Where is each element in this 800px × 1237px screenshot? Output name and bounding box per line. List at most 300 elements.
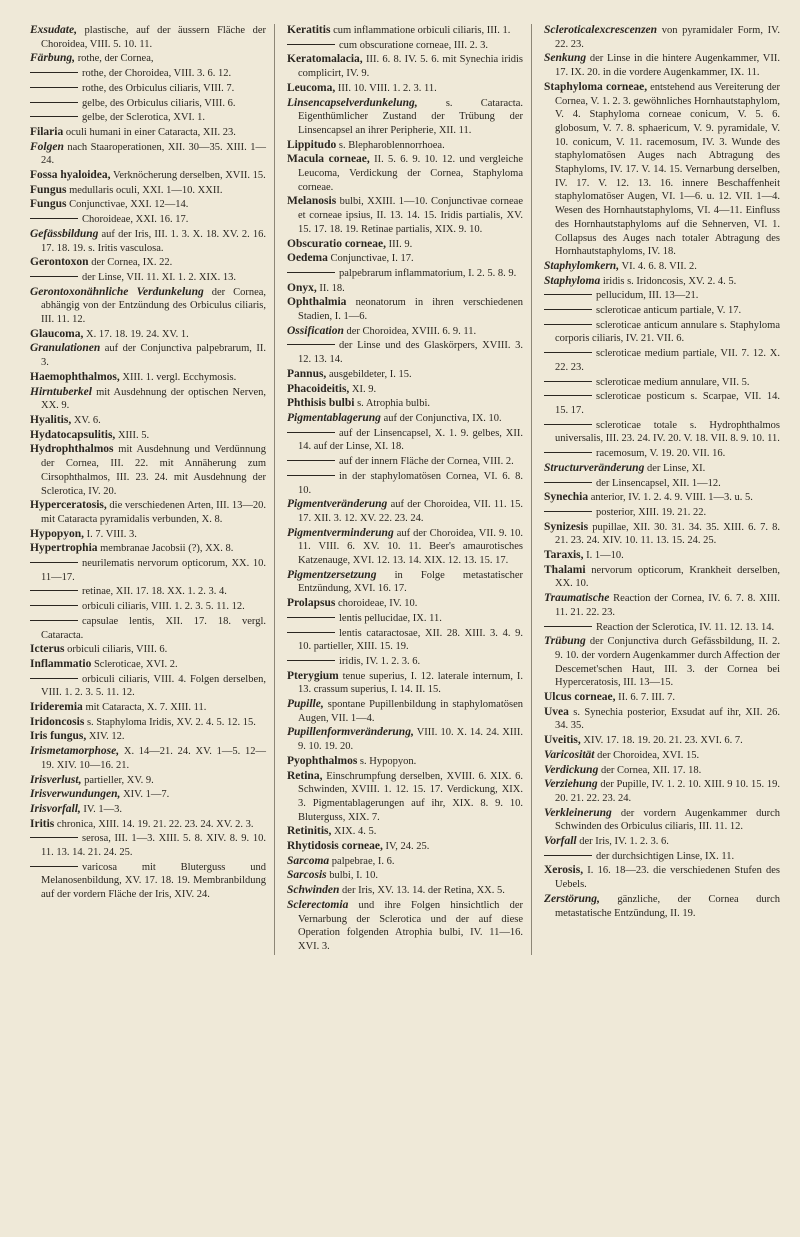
entry-text: spontane Pupillenbildung in staphylomatösen Augen, VII. 1—4. [298,699,524,724]
entry-text: entstehend aus Vereiterung der Cornea, V. 1. 2. 3. gewöhnliches Hornhautstaphylom, V. 4. Staphyloma corneae conicum, V. 5. 6. globosum, V. 7. 8. sphaericum, V. 9. pyramidale, V. 10. conicum, V. 11. racemosum, IV. 3. Wunde des staphylomatösen Auges nach Abtragung des Staphyloms, IV. 17. V. 14. 15. Vernarbung derselben, IV. 17. V. 12. 13. 16. innere Beschaffenheit staphylomatöser Augen, VI. 1—6. u. 12. VII. 1—4. Wesen des Hornhautstaphyloms, VI. 4—11. Einfluss des Hornhautstaphyloms auf die Sehnerven, VI. 1. Collapsus des Auges nach totaler Abtragung des Hornhautstaphyloms, IV. 18. [555,81,781,258]
index-entry [544,447,780,461]
entry-headword: Irideremia [30,701,83,714]
entry-text: der Conjunctiva durch Gefässbildung, II. 2. 9. 10. der vordern Augenkammer durch Affection der Descemet'schen Haut, III. 3. der Cornea bei Hyperceratosis, III. 13—15. [555,636,780,689]
entry-headword: Folgen [30,140,64,153]
index-entry [544,706,780,733]
entry-headword: Verkleinerung [544,806,612,819]
entry-headword: Lippitudo [287,138,337,151]
entry-headword: Färbung, [30,52,76,65]
index-entry [287,612,523,626]
index-entry [30,111,266,125]
index-entry [287,825,523,839]
entry-headword: Oedema [287,252,328,265]
entry-headword: Glaucoma, [30,327,84,340]
index-entry [30,141,266,168]
entry-text: partieller, XV. 9. [84,774,154,786]
entry-text: XI. 9. [351,383,377,395]
entry-headword: Onyx, [287,281,317,294]
index-entry [544,549,780,563]
repeat-dash [287,632,335,633]
entry-text: membranae Jacobsii (?), XX. 8. [100,543,234,555]
entry-headword: Hydatocapsulitis, [30,428,116,441]
repeat-dash [287,44,335,45]
entry-text: Scleroticae, XVI. 2. [93,658,178,670]
repeat-dash [544,452,592,453]
entry-text: neurilematis nervorum opticorum, XX. 10. 11—17. [41,558,266,583]
entry-headword: Verdickung [544,763,599,776]
entry-headword: Retinitis, [287,825,332,838]
entry-headword: Pigmentablagerung [287,411,381,424]
entry-headword: Sarcoma [287,854,330,867]
index-entry [30,745,266,772]
entry-text: mit Cataracta, X. 7. XIII. 11. [85,702,207,714]
entry-text: Conjunctivae, I. 17. [330,253,414,265]
index-entry [287,267,523,281]
entry-text: medullaris oculi, XXI. 1—10. XXII. [69,184,223,196]
entry-headword: Staphyloma corneae, [544,80,648,93]
index-entry [287,296,523,323]
index-entry [30,673,266,700]
entry-text: nach Staaroperationen, XII. 30—35. XIII. 1—24. [41,141,267,167]
entry-text: auf der Iris, III. 1. 3. X. 18. XV. 2. 16. 17. 18. 19. s. Iritis vasculosa. [41,228,266,254]
entry-text: VIII. 10. X. 14. 24. XIII. 9. 10. 19. 20. [298,727,523,753]
entry-headword: Synizesis [544,520,589,533]
entry-headword: Fossa hyaloidea, [30,169,111,182]
entry-text: auf der Choroidea, VII. 11. 15. 17. XII. 3. 12. XV. 22. 23. 24. [298,499,523,524]
entry-text: s. Synechia posterior, Exsudat auf ihr, XII. 26. 34. 35. [555,706,780,732]
entry-text: iridis s. Iridoncosis, XV. 2. 4. 5. [602,275,737,287]
index-columns [30,24,780,955]
index-entry [287,368,523,382]
index-entry [30,414,266,428]
repeat-dash [544,381,592,382]
repeat-dash [30,605,78,606]
index-entry [544,691,780,705]
index-entry [287,840,523,854]
entry-text: der vordern Augenkammer durch Schwinden des Orbiculus ciliaris, III. 11. 12. [555,807,780,833]
index-entry [287,770,523,825]
repeat-dash [30,620,78,621]
index-entry [30,328,266,342]
entry-headword: Schwinden [287,884,340,897]
entry-headword: Melanosis [287,195,337,208]
repeat-dash [544,482,592,483]
index-entry [30,371,266,385]
entry-text: der Cornea, abhängig von der Entzündung des Orbiculus ciliaris, III. 11. 12. [41,286,267,326]
index-entry [287,383,523,397]
entry-text: der Choroidea, XVI. 15. [597,749,700,761]
entry-headword: Gerontoxonähnliche Verdunkelung [30,285,204,298]
repeat-dash [30,116,78,117]
entry-headword: Hypopyon, [30,527,85,540]
entry-text: cum obscuratione corneae, III. 2. 3. [339,39,488,51]
entry-text: Conjunctivae, XXI. 12—14. [69,199,189,211]
entry-text: II. 6. 7. III. 7. [618,692,676,704]
index-entry [287,397,523,411]
entry-text: nervorum opticorum, Krankheit derselben, XX. 10. [555,564,780,590]
entry-text: I. 16. 18—23. die verschiedenen Stufen des Uebels. [555,865,780,891]
repeat-dash [287,660,335,661]
repeat-dash [544,294,592,295]
entry-text: in der staphylomatösen Cornea, VI. 6. 8. 10. [298,470,523,496]
entry-text: XIV. 17. 18. 19. 20. 21. 23. XVI. 6. 7. [583,735,743,747]
index-column-1 [30,24,275,955]
entry-text: s. Hypopyon. [359,755,417,767]
index-entry [30,643,266,657]
index-entry [287,755,523,769]
entry-text: pellucidum, III. 13—21. [596,290,699,302]
index-entry [30,443,266,498]
index-entry [30,585,266,599]
repeat-dash [30,276,78,277]
index-entry [30,600,266,614]
index-entry [544,260,780,274]
index-entry [30,774,266,788]
index-entry [30,615,266,642]
entry-text: lentis cataractosae, XII. 28. XIII. 3. 4. 9. 10. partieller, XIII. 15. 19. [298,627,523,653]
entry-headword: Traumatische [544,592,610,605]
entry-text: XIV. 1—7. [123,789,170,801]
index-entry [30,198,266,212]
entry-text: choroideae, IV. 10. [337,598,418,610]
index-entry [544,419,780,446]
entry-text: die verschiedenen Arten, III. 13—20. mit Cataracta pyramidalis verbunden, X. 8. [41,500,267,525]
entry-text: der Iris, IV. 1. 2. 3. 6. [579,836,669,848]
entry-headword: Prolapsus [287,597,336,610]
entry-headword: Hypertrophia [30,542,98,555]
index-entry [287,884,523,898]
entry-headword: Phthisis bulbi [287,397,355,410]
entry-headword: Xerosis, [544,864,584,877]
entry-text: retinae, XII. 17. 18. XX. 1. 2. 3. 4. [82,586,227,598]
entry-headword: Verziehung [544,778,598,791]
index-entry [544,835,780,849]
index-entry [287,39,523,53]
entry-headword: Pigmentveränderung [287,498,388,511]
entry-headword: Sclerectomia [287,898,349,911]
entry-text: III. 10. VIII. 1. 2. 3. 11. [337,82,437,94]
entry-text: cum inflammatione orbiculi ciliaris, III. 1. [333,25,511,36]
index-entry [544,347,780,374]
entry-text: s. Staphyloma Iridis, XV. 2. 4. 5. 12. 15. [86,716,256,728]
entry-headword: Keratomalacia, [287,53,363,66]
entry-text: der Linsencapsel, XII. 1—12. [596,477,721,489]
entry-text: s. Blepharoblennorrhoea. [338,139,445,151]
index-entry [30,271,266,285]
index-entry [544,564,780,591]
index-entry [30,126,266,140]
repeat-dash [544,309,592,310]
index-entry [30,658,266,672]
repeat-dash [30,72,78,73]
entry-text: s. Atrophia bulbi. [357,398,430,410]
index-entry [544,506,780,520]
index-entry [287,153,523,194]
entry-text: der Pupille, IV. 1. 2. 10. XIII. 9 10. 15. 19. 20. 21. 22. 23. 24. [555,779,780,804]
entry-text: der Cornea, IX. 22. [91,257,173,269]
entry-headword: Fungus [30,198,67,211]
index-entry [544,621,780,635]
index-entry [544,275,780,289]
entry-text: und ihre Folgen hinsichtlich der Vernarbung der Sclerotica und der auf diese Operation folgenden Atrophia bulbi, IV. 11—16. XVI. 3. [298,899,523,952]
entry-text: gänzliche, der Cornea durch metastatische Entzündung, II. 19. [555,893,780,919]
repeat-dash [30,678,78,679]
entry-headword: Trübung [544,635,586,648]
entry-headword: Pigmentzersetzung [287,568,377,581]
entry-text: posterior, XIII. 19. 21. 22. [596,506,707,518]
index-entry [287,455,523,469]
index-entry [287,325,523,339]
index-entry [544,24,780,51]
entry-text: pupillae, XII. 30. 31. 34. 35. XIII. 6. 7. 8. 21. 23. 24. XIV. 10. 11. 13. 15. 24. 25. [555,521,781,547]
entry-headword: Obscuratio corneae, [287,237,387,250]
index-entry [30,286,266,327]
entry-text: XIX. 4. 5. [334,826,377,838]
index-entry [544,376,780,390]
entry-headword: Haemophthalmos, [30,370,120,383]
repeat-dash [30,218,78,219]
entry-text: VI. 4. 6. 8. VII. 2. [621,260,697,272]
entry-text: XIII. 5. [117,429,150,441]
entry-headword: Uvea [544,705,569,718]
index-entry [30,861,266,902]
repeat-dash [544,324,592,325]
index-entry [30,82,266,96]
index-entry [287,527,523,568]
entry-text: capsulae lentis, XII. 17. 18. vergl. Cataracta. [41,615,266,641]
entry-headword: Irisverwundungen, [30,788,121,801]
index-entry [544,850,780,864]
index-entry [544,289,780,303]
index-entry [544,734,780,748]
entry-text: chronica, XIII. 14. 19. 21. 22. 23. 24. XV. 2. 3. [56,818,254,830]
entry-text: Verknöcherung derselben, XVII. 15. [112,170,266,182]
index-entry [30,342,266,369]
index-entry [287,139,523,153]
index-entry [287,82,523,96]
entry-text: rothe, der Choroidea, VIII. 3. 6. 12. [82,68,232,80]
entry-text: racemosum, V. 19. 20. VII. 16. [596,448,726,460]
index-entry [30,818,266,832]
entry-headword: Ulcus corneae, [544,691,616,704]
index-entry [287,670,523,697]
index-entry [287,498,523,525]
repeat-dash [287,475,335,476]
entry-headword: Synechia [544,491,589,504]
entry-text: der Choroidea, XVIII. 6. 9. 11. [346,325,477,337]
entry-text: II. 18. [319,282,345,294]
entry-text: der Cornea, XII. 17. 18. [600,764,702,776]
entry-text: X. 17. 18. 19. 24. XV. 1. [85,328,189,340]
entry-headword: Pupillenformveränderung, [287,726,414,739]
entry-text: Choroideae, XXI. 16. 17. [82,214,189,226]
repeat-dash [544,855,592,856]
index-entry [287,855,523,869]
entry-text: lentis pellucidae, IX. 11. [339,612,442,624]
entry-headword: Gerontoxon [30,256,89,269]
index-entry [30,228,266,255]
entry-headword: Icterus [30,643,65,656]
repeat-dash [544,511,592,512]
entry-text: tenue superius, I. 12. laterale internum, I. 13. crassum superius, I. 14. II. 15. [298,670,523,696]
entry-text: II. 5. 6. 9. 10. 12. und vergleiche Leucoma, Verdickung der Cornea, Staphyloma corneae. [298,154,524,193]
entry-headword: Sarcosis [287,869,327,882]
entry-headword: Hirntuberkel [30,385,92,398]
entry-headword: Fungus [30,183,67,196]
entry-text: der Linse in die hintere Augenkammer, VII. 17. IX. 20. in die vordere Augenkammer, IX. 11. [555,53,780,79]
index-entry [287,53,523,80]
entry-text: I. 1—10. [586,550,624,562]
entry-headword: Granulationen [30,342,101,355]
entry-text: bulbi, I. 10. [329,870,378,882]
index-entry [30,716,266,730]
entry-headword: Pigmentverminderung [287,526,394,539]
entry-headword: Uveitis, [544,734,581,747]
entry-text: XIII. 1. vergl. Ecchymosis. [122,371,237,383]
entry-text: in Folge metastatischer Entzündung, XVI. 16. 17. [298,569,523,595]
entry-text: orbiculi ciliaris, VIII. 6. [67,644,168,656]
entry-headword: Ophthalmia [287,296,347,309]
index-entry [30,730,266,744]
index-entry [287,282,523,296]
entry-text: von pyramidaler Form, IV. 22. 23. [555,25,780,50]
repeat-dash [287,344,335,345]
entry-headword: Varicosität [544,748,595,761]
index-entry [30,701,266,715]
index-entry [544,749,780,763]
entry-text: scleroticae posticum s. Scarpae, VII. 14. 15. 17. [555,391,780,416]
entry-text: anterior, IV. 1. 2. 4. 9. VIII. 1—3. u. 5. [590,492,753,504]
entry-text: X. 14—21. 24. XV. 1—5. 12—19. XIV. 10—16. 21. [41,746,267,771]
index-entry [544,462,780,476]
index-entry [287,252,523,266]
entry-text: IV, 24. 25. [385,841,430,853]
entry-headword: Zerstörung, [544,892,600,905]
index-entry [287,238,523,252]
entry-text: orbiculi ciliaris, VIII. 4. Folgen derselben, VIII. 1. 2. 3. 5. 11. 12. [41,673,266,699]
entry-headword: Ossification [287,324,344,337]
index-entry [544,521,780,548]
index-entry [287,339,523,366]
entry-text: scleroticae anticum partiale, V. 17. [596,305,742,317]
index-entry [287,869,523,883]
repeat-dash [287,460,335,461]
index-entry [30,52,266,66]
index-entry [287,569,523,596]
entry-text: rothe, des Orbiculus ciliaris, VIII. 7. [82,82,235,94]
index-entry [544,477,780,491]
entry-text: auf der Choroidea, VII. 9. 10. 11. VIII. 6. XV. 10. 11. Beer's amaurotisches Katzenauge, XVI. 12. 13. 14. XIX. 12. 13. 15. 17. [298,527,523,567]
entry-headword: Filaria [30,125,64,138]
index-entry [30,832,266,859]
repeat-dash [287,272,335,273]
entry-text: auf der Conjunctiva palpebrarum, II. 3. [41,343,266,369]
repeat-dash [30,866,78,867]
entry-headword: Retina, [287,769,323,782]
index-entry [30,803,266,817]
entry-text: serosa, III. 1—3. XIII. 5. 8. XIV. 8. 9. 10. 11. 13. 14. 21. 24. 25. [41,833,266,859]
entry-text: XV. 6. [73,414,101,426]
entry-headword: Staphylomkern, [544,259,620,272]
entry-headword: Exsudate, [30,24,77,36]
index-entry [544,52,780,79]
entry-text: s. Cataracta. Eigenthümlicher Zustand der Trübung der Linsencapsel an ihrer Peripherie, XII. 11. [298,97,523,136]
index-entry [544,635,780,690]
entry-headword: Hyalitis, [30,413,72,426]
repeat-dash [287,432,335,433]
entry-text: der Iris, XV. 13. 14. der Retina, XX. 5. [342,885,505,897]
index-entry [30,528,266,542]
entry-text: oculi humani in einer Cataracta, XII. 23. [65,126,236,138]
entry-text: XIV. 12. [88,731,125,743]
index-entry [544,864,780,891]
index-entry [287,470,523,497]
index-entry [544,319,780,346]
entry-text: scleroticae anticum annulare s. Staphyloma corporis ciliaris, IV. 21. VII. 6. [555,319,780,345]
repeat-dash [544,424,592,425]
entry-text: neonatorum in ihren verschiedenen Stadien, I. 1—6. [298,297,523,323]
index-entry [30,213,266,227]
index-entry [287,655,523,669]
index-entry [287,726,523,753]
entry-headword: Structurveränderung [544,461,645,474]
entry-text: III. 6. 8. IV. 5. 6. mit Synechia iridis complicirt, IV. 9. [298,54,524,80]
index-entry [544,491,780,505]
entry-text: bulbi, XXIII. 1—10. Conjunctivae corneae et corneae ipsius, II. 13. 14. 15. Iridis partialis, XV. 15. 17. 18. 19. Retinae partialis, XIX. 9. 10. [298,196,523,235]
entry-text: ausgebildeter, I. 15. [328,368,412,380]
entry-headword: Keratitis [287,24,331,36]
entry-headword: Senkung [544,52,587,65]
entry-headword: Scleroticalexcrescenzen [544,24,658,36]
entry-text: orbiculi ciliaris, VIII. 1. 2. 3. 5. 11. 12. [82,601,245,613]
entry-text: I. 7. VIII. 3. [86,528,137,540]
entry-text: palpebrae, I. 6. [331,855,395,867]
index-entry [30,429,266,443]
entry-headword: Pupille, [287,698,324,711]
entry-headword: Macula corneae, [287,153,370,166]
entry-text: Einschrumpfung derselben, XVIII. 6. XIX. 6. Schwinden, XVIII. 1. 12. 15. 17. Verdickung, XIX. 3. Pigmentablagerungen auf ihr, XIX. 8. 9. 10. Bluterguss, XIX. 7. [298,770,523,823]
index-entry [287,195,523,236]
entry-headword: Inflammatio [30,657,92,670]
index-entry [30,256,266,270]
index-entry [30,557,266,584]
index-column-3 [544,24,780,955]
entry-text: scleroticae medium annulare, VII. 5. [596,376,750,388]
repeat-dash [544,626,592,627]
entry-headword: Iritis [30,817,55,830]
entry-headword: Pyophthalmos [287,754,358,767]
repeat-dash [287,617,335,618]
entry-text: mit Ausdehnung der optischen Nerven, XX. 9. [41,386,267,412]
entry-headword: Iris fungus, [30,730,87,743]
entry-text: rothe, der Cornea, [77,53,154,65]
index-entry [30,169,266,183]
entry-text: Reaction der Cornea, IV. 6. 7. 8. XIII. 11. 21. 22. 23. [555,593,780,618]
entry-headword: Irisverlust, [30,773,82,786]
index-entry [30,386,266,413]
repeat-dash [30,102,78,103]
index-column-2 [287,24,532,955]
entry-text: auf der innern Fläche der Cornea, VIII. 2. [339,456,514,468]
entry-text: scleroticae totale s. Hydrophthalmos universalis, III. 23. 24. IV. 20. V. 18. VII. 8. 9. 10. 11. [555,419,780,445]
entry-headword: Irisvorfall, [30,802,81,815]
entry-text: Reaction der Sclerotica, IV. 11. 12. 13. 14. [596,621,775,633]
index-entry [544,807,780,834]
entry-text: der Linse, VII. 11. XI. 1. 2. XIX. 13. [82,271,236,283]
entry-headword: Hydrophthalmos [30,443,114,456]
index-entry [287,24,523,38]
index-entry [30,542,266,556]
